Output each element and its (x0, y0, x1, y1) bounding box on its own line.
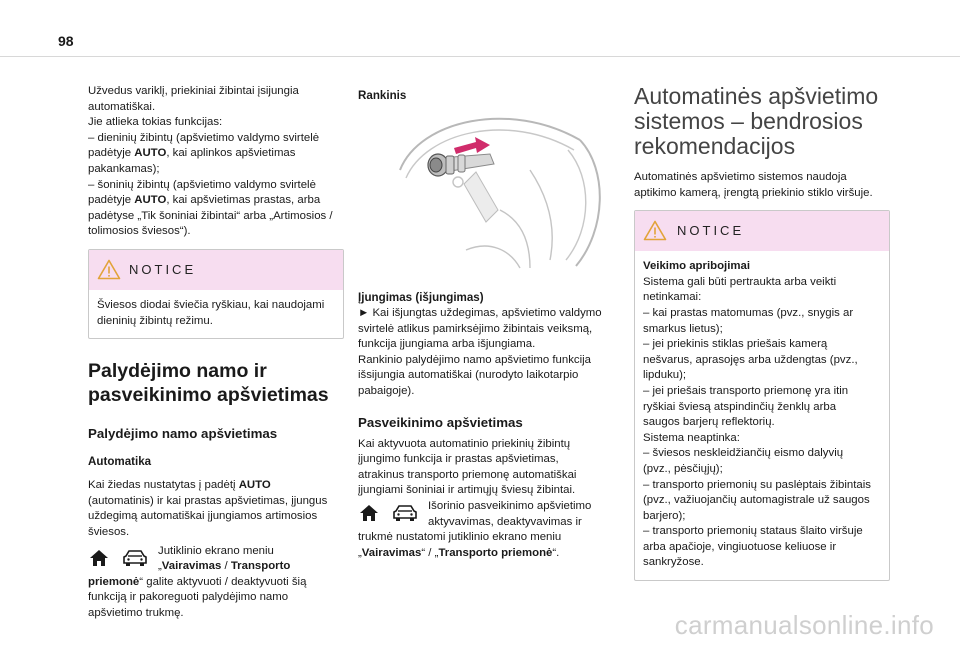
home-icon (358, 502, 380, 524)
notice-label: NOTICE (129, 262, 197, 278)
text-line: aptikimo kamerą, įrengtą priekinio stiklo viršuje. (634, 186, 873, 199)
manual-heading: Rankinis (358, 89, 407, 102)
manual-subheading: Įjungimas (išjungimas) (358, 291, 484, 304)
manual-section (358, 290, 616, 561)
text-line: (automatinis) ir kai prastas apšvietimas, įjungus (88, 494, 328, 507)
text-line: netinkamai: (643, 291, 702, 304)
text-line: atrakinus transporto priemonę automatiškai (358, 468, 577, 481)
text-line: Sistema gali būti pertraukta arba veikti (643, 275, 837, 288)
menu-text-tail (88, 575, 344, 622)
text-line: (pvz., važiuojančių automagistrale už saugos (643, 494, 870, 507)
notice-box (634, 210, 890, 581)
intro-paragraph (634, 170, 890, 201)
text-line: saugos barjerų reflektorių. (643, 416, 775, 429)
text-line: ► Kai išjungtas uždegimas, apšvietimo valdymo (358, 307, 602, 319)
notice-label: NOTICE (677, 223, 745, 239)
text-line: Išorinio pasveikinimo apšvietimo (428, 499, 592, 512)
welcome-tail (358, 530, 616, 561)
auto-paragraph (88, 478, 344, 540)
text-line: Užvedus variklį, priekiniai žibintai įsijungia (88, 85, 299, 97)
warning-icon (97, 259, 121, 280)
text-line: „Vairavimas“ / „Transporto priemonė“. (358, 546, 560, 559)
text-line: Šviesos diodai šviečia ryškiau, kai naudojami (97, 298, 325, 311)
intro-paragraph (88, 84, 344, 240)
welcome-heading: Pasveikinimo apšvietimas (358, 414, 523, 430)
text-line: pakankamas); (88, 162, 160, 175)
text-line: – dieninių žibintų (apšvietimo valdymo svirtelė (88, 131, 320, 144)
text-line: – transporto priemonių su paslėptais žibintais (643, 478, 871, 491)
welcome-icon-text (428, 499, 591, 530)
notice-title: Veikimo apribojimai (643, 260, 750, 273)
text-line: Kai aktyvuota automatinio priekinių žibintų (358, 437, 571, 450)
steering-lever-illustration (380, 110, 612, 270)
column-3 (634, 84, 890, 581)
warning-icon (643, 220, 667, 241)
text-line: – transporto priemonių stataus šlaito viršuje (643, 525, 863, 538)
icon-group (358, 499, 418, 524)
page-number: 98 (58, 33, 74, 49)
text-line: apšvietimo trukmę. (88, 606, 184, 619)
text-line: įjungiami šoniniai ir artimųjų šviesų žibintai. (358, 484, 576, 497)
text-line: nešvarus, aprasojęs arba uždengtas (pvz., (643, 353, 858, 366)
text-line: Kai žiedas nustatytas į padėtį AUTO (88, 479, 271, 492)
text-line: Automatinės apšvietimo sistemos naudoja (634, 171, 847, 183)
text-line: – jei priešais transporto priemonę yra itin (643, 384, 849, 397)
notice-header (635, 211, 889, 251)
text-line: šviesos. (88, 525, 130, 538)
text-line: priemonė“ galite aktyvuoti / deaktyvuoti šią (88, 575, 307, 588)
text-line: išsijungia automatiškai (nurodyto laikotarpio (358, 369, 579, 382)
welcome-paragraph (358, 437, 616, 499)
text-line: dieninių žibintų režimu. (97, 314, 213, 327)
text-line: Jutiklinio ekrano meniu (158, 544, 274, 557)
text-line: barjero); (643, 509, 686, 522)
column-1 (88, 84, 344, 621)
menu-instruction (88, 544, 344, 575)
sub-subsection-heading: Automatika (88, 455, 152, 469)
text-line: įjungimo funkcija ir prastas apšvietimas, (358, 453, 559, 466)
text-line: – jei priekinis stiklas priešais kamerą (643, 338, 828, 351)
text-line: Jie atlieka tokias funkcijas: (88, 116, 223, 129)
manual-paragraph (358, 306, 616, 400)
menu-text-head (158, 544, 290, 575)
text-line: Rankinio palydėjimo namo apšvietimo funkcija (358, 353, 591, 366)
car-icon (392, 502, 418, 524)
notice-body (89, 290, 343, 338)
text-line: padėtyje AUTO, kai aplinkos apšvietimas (88, 147, 296, 160)
text-line: funkciją ir pakoreguoti palydėjimo namo (88, 591, 289, 604)
text-line: (pvz., pėsčiųjų); (643, 462, 723, 475)
watermark: carmanualsonline.info (674, 610, 934, 640)
text-line: arba apačioje, vingiuotuose keliuose ir (643, 540, 837, 553)
icon-group (88, 544, 148, 569)
header-rule (0, 56, 960, 57)
text-line: funkcija įjungiama arba išjungiama. (358, 338, 536, 351)
text-line: Sistema neaptinka: (643, 431, 740, 444)
text-line: ryškiai šviesą atspindinčių ženklų arba (643, 400, 837, 413)
text-line: „Vairavimas / Transporto (158, 560, 291, 573)
notice-body (635, 251, 889, 580)
text-line: uždegimą automatiškai įjungiamos artimosios (88, 510, 318, 523)
text-line: sankryžose. (643, 556, 704, 569)
text-line: trukmė nustatomi jutiklinio ekrano meniu (358, 531, 562, 544)
text-line: svirtelė atlikus pamirksėjimo žibintais veiksmą, (358, 322, 593, 335)
column-2 (358, 84, 616, 103)
text-line: – šoninių žibintų (apšvietimo valdymo svirtelė (88, 178, 316, 191)
welcome-instruction (358, 499, 616, 530)
text-line: smarkus lietus); (643, 322, 723, 335)
notice-box (88, 249, 344, 339)
car-icon (122, 547, 148, 569)
text-line: aktyvavimas, deaktyvavimas ir (428, 515, 582, 528)
text-line: padėtyje AUTO, kai apšvietimas prastas, arba (88, 194, 321, 207)
section-heading: Palydėjimo namo ir pasveikinimo apšvietimas (88, 360, 329, 407)
text-line: automatiškai. (88, 100, 156, 113)
text-line: tolimosios šviesos“). (88, 225, 191, 238)
text-line: – kai prastas matomumas (pvz., snygis ar (643, 306, 854, 319)
text-line: – šviesos neskleidžiančių eismo dalyvių (643, 447, 844, 460)
home-icon (88, 547, 110, 569)
text-line: pabaigoje). (358, 384, 415, 397)
notice-header (89, 250, 343, 290)
text-line: lipduku); (643, 369, 687, 382)
subsection-heading: Palydėjimo namo apšvietimas (88, 426, 278, 442)
text-line: padėtyse „Tik šoniniai žibintai“ arba „Artimosios / (88, 209, 333, 222)
section-title: Automatinės apšvietimo sistemos – bendrosios rekomendacijos (634, 83, 879, 159)
